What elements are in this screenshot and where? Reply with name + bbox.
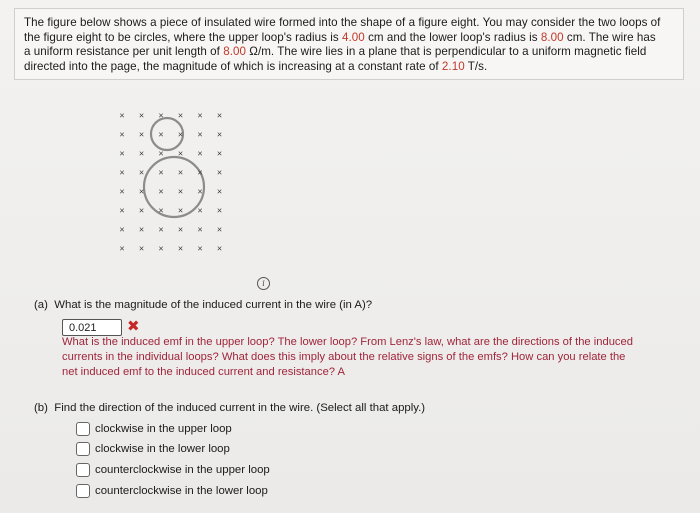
incorrect-x-icon: ✖: [127, 318, 140, 335]
checkbox[interactable]: [76, 463, 90, 477]
field-x-mark: ×: [216, 186, 223, 197]
option-label: counterclockwise in the lower loop: [95, 485, 268, 497]
problem-text-4b: T/s.: [464, 59, 488, 73]
field-x-mark: ×: [119, 243, 125, 254]
field-x-mark: ×: [177, 129, 184, 140]
field-x-mark: ×: [177, 167, 184, 178]
field-x-mark: ×: [177, 205, 184, 216]
field-x-mark: ×: [177, 224, 184, 235]
field-x-mark: ×: [119, 186, 125, 197]
problem-line-2: [24, 31, 680, 46]
hint-line-1: What is the induced emf in the upper loop? The lower loop? From Lenz's law, what are the directions of the induced: [62, 336, 633, 348]
lower-loop: [144, 157, 204, 217]
checkbox[interactable]: [76, 442, 90, 456]
field-x-mark: ×: [158, 148, 164, 159]
problem-line-4: [24, 60, 680, 75]
field-x-mark: ×: [216, 224, 223, 235]
problem-text-2b: cm and the lower loop's radius is: [364, 30, 541, 44]
field-x-mark: ×: [197, 224, 203, 235]
field-x-mark: ×: [216, 148, 223, 159]
field-x-mark: ×: [158, 129, 164, 140]
rate-value: 2.10: [441, 59, 465, 73]
field-x-mark: ×: [177, 148, 184, 159]
problem-line-3: [24, 45, 680, 60]
hint-line-2: currents in the individual loops? What does this imply about the relative signs of the emfs? How can you relate the: [62, 351, 626, 363]
field-x-mark: ×: [138, 110, 145, 121]
field-x-mark: ×: [197, 243, 203, 254]
field-x-mark: ×: [119, 224, 125, 235]
field-x-mark: ×: [197, 110, 203, 121]
field-x-mark: ×: [177, 186, 184, 197]
problem-statement: [24, 16, 680, 74]
info-icon[interactable]: i: [257, 277, 270, 290]
problem-text-3b: Ω/m. The wire lies in a plane that is perpendicular to a uniform magnetic field: [245, 45, 647, 58]
answer-input[interactable]: 0.021: [62, 319, 122, 336]
field-x-mark: ×: [119, 167, 125, 178]
field-x-mark: ×: [138, 167, 145, 178]
field-x-mark: ×: [197, 205, 203, 216]
field-x-mark: ×: [138, 148, 145, 159]
field-x-mark: ×: [177, 110, 184, 121]
checkbox[interactable]: [76, 484, 90, 498]
problem-text-2a: the figure eight to be circles, where the upper loop's radius is: [24, 30, 343, 44]
field-x-mark: ×: [158, 167, 164, 178]
field-x-mark: ×: [197, 148, 203, 159]
field-x-mark: ×: [216, 129, 223, 140]
field-x-mark: ×: [158, 224, 164, 235]
field-x-mark: ×: [138, 186, 145, 197]
field-x-mark: ×: [158, 110, 164, 121]
problem-line-1: [24, 16, 680, 31]
field-x-mark: ×: [158, 243, 164, 254]
field-x-mark: ×: [158, 205, 164, 216]
field-x-mark: ×: [197, 186, 203, 197]
option-label: counterclockwise in the upper loop: [95, 464, 270, 476]
figure-eight-diagram: [112, 104, 232, 254]
field-x-mark: ×: [138, 224, 145, 235]
part-a-question: [34, 298, 372, 313]
resistance-value: 8.00: [223, 45, 246, 58]
field-x-mark: ×: [216, 110, 223, 121]
field-x-mark: ×: [197, 129, 203, 140]
problem-text-4a: directed into the page, the magnitude of which is increasing at a constant rate of: [24, 59, 442, 73]
lower-radius-value: 8.00: [540, 30, 564, 44]
option-label: clockwise in the upper loop: [95, 423, 232, 435]
field-x-mark: ×: [216, 243, 223, 254]
option-label: clockwise in the lower loop: [95, 443, 230, 455]
hint-text: [62, 335, 674, 380]
field-x-mark: ×: [119, 205, 125, 216]
field-x-mark: ×: [138, 243, 145, 254]
part-a-question-text: What is the magnitude of the induced current in the wire (in A)?: [54, 299, 373, 311]
upper-radius-value: 4.00: [342, 30, 365, 44]
problem-text-2c: cm. The wire has: [563, 30, 656, 44]
field-x-mark: ×: [119, 110, 125, 121]
field-x-mark: ×: [119, 129, 125, 140]
part-b-label: (b): [34, 402, 48, 414]
field-x-mark: ×: [216, 167, 223, 178]
part-b-question: [34, 401, 425, 416]
field-x-mark: ×: [158, 186, 164, 197]
problem-text-3a: a uniform resistance per unit length of: [24, 45, 224, 58]
field-x-mark: ×: [216, 205, 223, 216]
hint-line-3: net induced emf to the induced current and resistance? A: [62, 366, 345, 378]
field-x-mark: ×: [138, 205, 145, 216]
field-x-mark: ×: [197, 167, 203, 178]
field-x-mark: ×: [138, 129, 145, 140]
checkbox[interactable]: [76, 422, 90, 436]
field-x-mark: ×: [177, 243, 184, 254]
problem-text-1: The figure below shows a piece of insulated wire formed into the shape of a figure eight. You may consider the two loops of: [24, 16, 661, 29]
part-a-label: (a): [34, 299, 48, 311]
field-x-mark: ×: [119, 148, 125, 159]
part-b-question-text: Find the direction of the induced current in the wire. (Select all that apply.): [54, 402, 426, 414]
figure-eight-wire: [112, 104, 232, 254]
